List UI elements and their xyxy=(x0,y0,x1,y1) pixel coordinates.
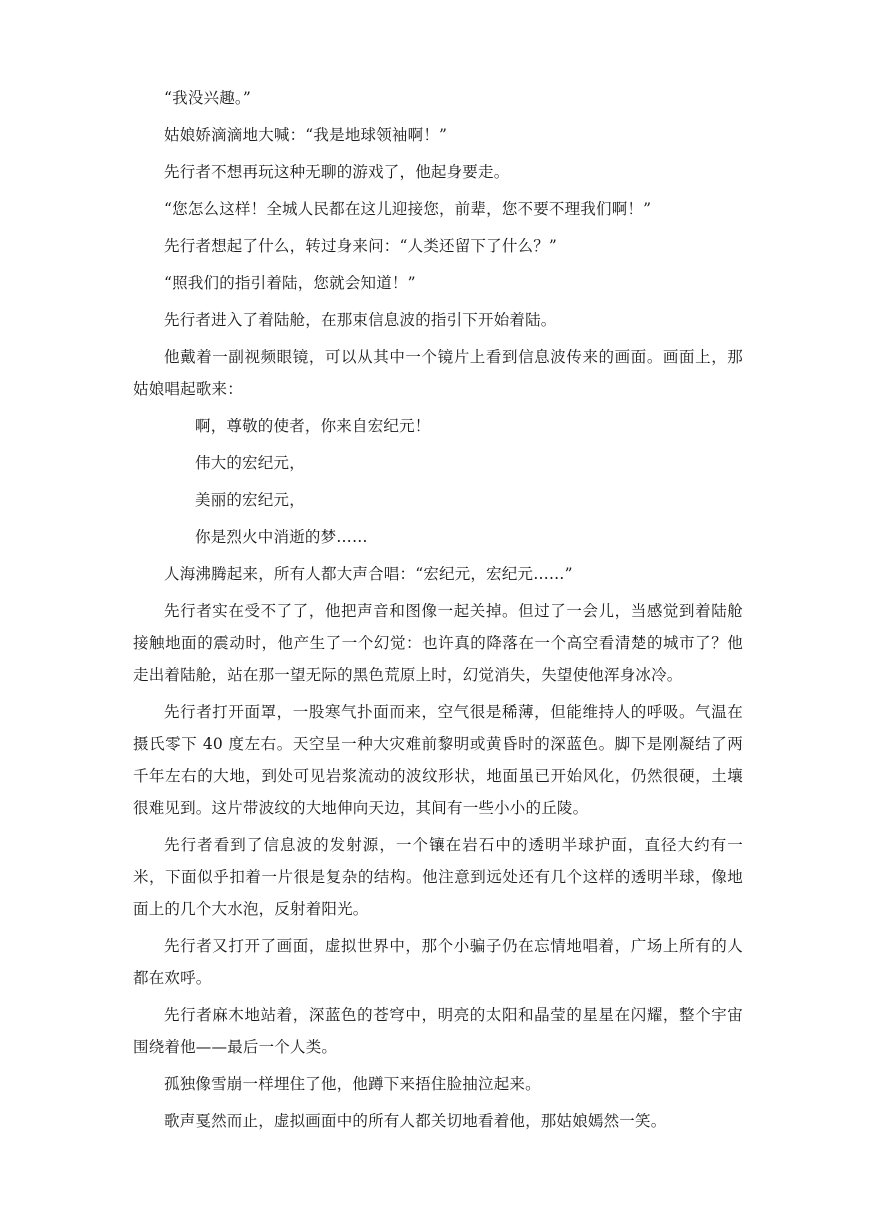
paragraph: 先行者进入了着陆舱，在那束信息波的指引下开始着陆。 xyxy=(164,311,557,329)
paragraph: 先行者实在受不了了，他把声音和图像一起关掉。但过了一会儿，当感觉到着陆舱接触地面的震动时，他产生了一个幻觉：也许真的降落在一个高空看清楚的城市了？他走出着陆舱，站在那一望无际的黑色荒原上时，幻觉消失，失望使他浑身冰冷。 xyxy=(133,602,743,684)
paragraph: 先行者又打开了画面，虚拟世界中，那个小骗子仍在忘情地唱着，广场上所有的人都在欢呼。 xyxy=(133,937,743,987)
paragraph: 姑娘娇滴滴地大喊：“我是地球领袖啊！” xyxy=(164,126,448,144)
paragraph: “照我们的指引着陆，您就会知道！” xyxy=(164,274,416,292)
paragraph: “您怎么这样！全城人民都在这儿迎接您，前辈，您不要不理我们啊！” xyxy=(164,200,652,218)
lyric-line: 啊，尊敬的使者，你来自宏纪元！ xyxy=(195,417,431,435)
paragraph: 先行者不想再玩这种无聊的游戏了，他起身要走。 xyxy=(164,163,510,181)
story-text xyxy=(133,82,743,1142)
paragraph: 先行者麻木地站着，深蓝色的苍穹中，明亮的太阳和晶莹的星星在闪耀，整个宇宙围绕着他——最后一个人类。 xyxy=(133,1006,743,1056)
paragraph: 先行者打开面罩，一股寒气扑面而来，空气很是稀薄，但能维持人的呼吸。气温在摄氏零下 40 度左右。天空呈一种大灾难前黎明或黄昏时的深蓝色。脚下是刚凝结了两千年左右的大地，到处可见岩浆流动的波纹形状，地面虽已开始风化，仍然很硬，土壤很难见到。这片带波纹的大地伸向天边，其间有一些小小的丘陵。 xyxy=(133,703,743,817)
lyric-line: 你是烈火中消逝的梦…… xyxy=(195,528,368,546)
song-lyrics xyxy=(133,410,743,553)
paragraph: 先行者看到了信息波的发射源，一个镶在岩石中的透明半球护面，直径大约有一米，下面似乎扣着一片很是复杂的结构。他注意到远处还有几个这样的透明半球，像地面上的几个大水泡，反射着阳光。 xyxy=(133,836,743,918)
lyric-line: 伟大的宏纪元， xyxy=(195,454,305,472)
paragraph: 他戴着一副视频眼镜，可以从其中一个镜片上看到信息波传来的画面。画面上，那姑娘唱起歌来： xyxy=(133,348,743,398)
paragraph: 人海沸腾起来，所有人都大声合唱：“宏纪元，宏纪元……” xyxy=(164,565,573,583)
paragraph: 先行者想起了什么，转过身来问：“人类还留下了什么？” xyxy=(164,237,558,255)
lyric-line: 美丽的宏纪元， xyxy=(195,491,305,509)
paragraph: 歌声戛然而止，虚拟画面中的所有人都关切地看着他，那姑娘嫣然一笑。 xyxy=(164,1112,667,1130)
paragraph: 孤独像雪崩一样埋住了他，他蹲下来捂住脸抽泣起来。 xyxy=(164,1075,541,1093)
paragraph: “我没兴趣。” xyxy=(164,89,251,107)
